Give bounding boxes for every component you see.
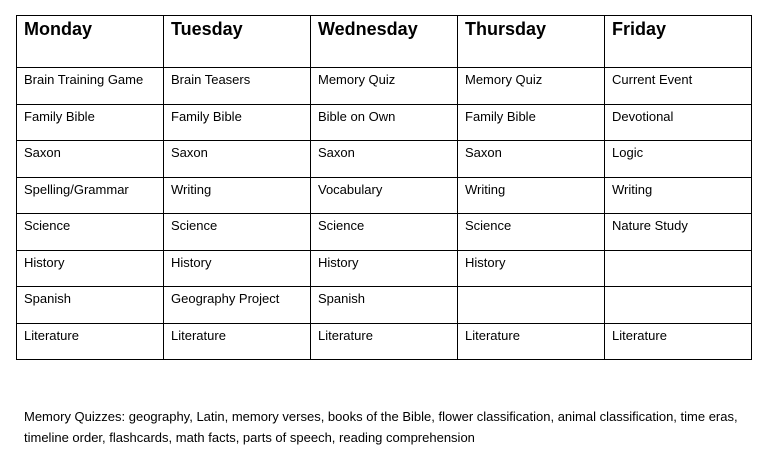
table-cell [605, 287, 752, 324]
table-cell: Vocabulary [311, 177, 458, 214]
table-cell: Science [311, 214, 458, 251]
table-cell: Literature [605, 323, 752, 360]
table-cell: Current Event [605, 68, 752, 105]
table-cell: Family Bible [17, 104, 164, 141]
table-cell: Saxon [17, 141, 164, 178]
table-cell: History [17, 250, 164, 287]
table-cell: Writing [164, 177, 311, 214]
table-cell: History [311, 250, 458, 287]
table-cell [605, 250, 752, 287]
table-cell: Saxon [458, 141, 605, 178]
table-cell: Literature [458, 323, 605, 360]
table-cell: Nature Study [605, 214, 752, 251]
table-cell: Science [164, 214, 311, 251]
table-cell: Spelling/Grammar [17, 177, 164, 214]
header-row [17, 16, 752, 68]
table-row [17, 250, 752, 287]
header-friday: Friday [605, 16, 752, 68]
table-row [17, 287, 752, 324]
weekly-schedule-table [16, 15, 752, 360]
table-cell: Science [458, 214, 605, 251]
table-row [17, 214, 752, 251]
table-cell: Brain Teasers [164, 68, 311, 105]
table-row [17, 104, 752, 141]
table-row [17, 68, 752, 105]
table-cell: Bible on Own [311, 104, 458, 141]
table-cell: Devotional [605, 104, 752, 141]
table-row [17, 323, 752, 360]
table-cell: Literature [311, 323, 458, 360]
table-cell: Literature [164, 323, 311, 360]
table-cell: Literature [17, 323, 164, 360]
header-thursday: Thursday [458, 16, 605, 68]
table-row [17, 141, 752, 178]
table-cell: Spanish [311, 287, 458, 324]
memory-quizzes-note: Memory Quizzes: geography, Latin, memory verses, books of the Bible, flower classification, animal classification, time eras, timeline order, flashcards, math facts, parts of speech, reading comprehension [24, 409, 738, 445]
header-monday: Monday [17, 16, 164, 68]
table-cell: Writing [458, 177, 605, 214]
header-tuesday: Tuesday [164, 16, 311, 68]
table-cell: Saxon [311, 141, 458, 178]
table-cell: Science [17, 214, 164, 251]
table-cell: Memory Quiz [458, 68, 605, 105]
table-cell: Family Bible [164, 104, 311, 141]
table-cell [458, 287, 605, 324]
table-cell: Spanish [17, 287, 164, 324]
header-wednesday: Wednesday [311, 16, 458, 68]
table-cell: History [458, 250, 605, 287]
table-cell: Family Bible [458, 104, 605, 141]
table-cell: Logic [605, 141, 752, 178]
table-cell: Saxon [164, 141, 311, 178]
table-cell: Brain Training Game [17, 68, 164, 105]
table-cell: Writing [605, 177, 752, 214]
table-cell: Geography Project [164, 287, 311, 324]
table-cell: History [164, 250, 311, 287]
table-row [17, 177, 752, 214]
table-cell: Memory Quiz [311, 68, 458, 105]
